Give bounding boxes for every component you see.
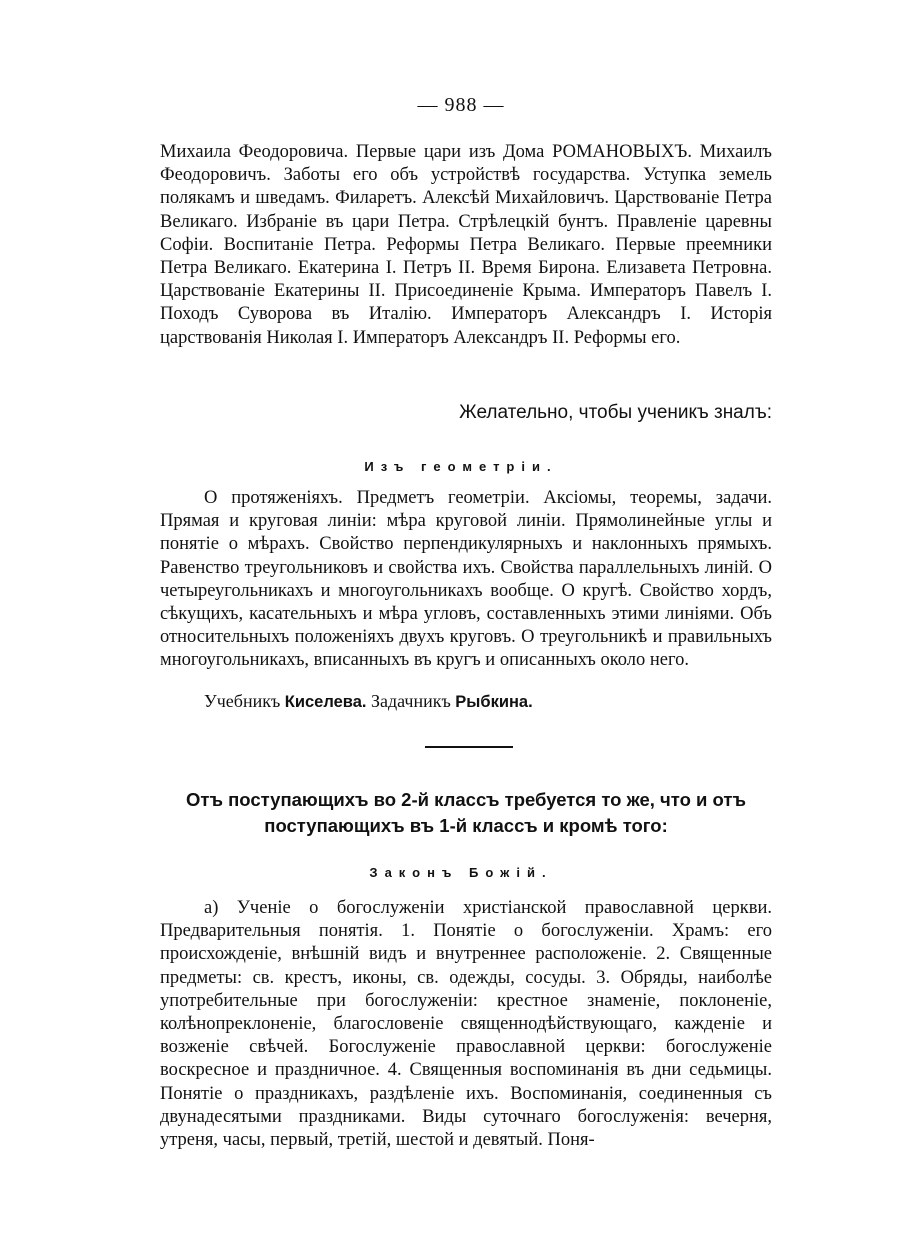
geometry-paragraph-text: О протяженіяхъ. Предметъ геометріи. Аксіомы, теоремы, задачи. Прямая и круговая линіи: мѣра круговой линіи. Прямолинейные углы и понятіе о мѣрахъ. Свойство перпендикулярныхъ и наклонныхъ прямыхъ. Равенство треугольниковъ и свойства ихъ. Свойства параллельныхъ линій. О четыреугольникахъ и многоугольникахъ вообще. О кругѣ. Свойство хордъ, сѣкущихъ, касательныхъ и мѣра угловъ, составленныхъ этими линіями. Объ относительныхъ положеніяхъ двухъ круговъ. О треугольникѣ и правильныхъ многоугольникахъ, вписанныхъ въ кругъ и описанныхъ около него. xyxy=(160,488,772,671)
history-paragraph xyxy=(160,141,772,350)
geometry-paragraph xyxy=(160,487,772,673)
history-paragraph-text: Михаила Феодоровича. Первые цари изъ Дома РОМАНОВЫХЪ. Михаилъ Феодоровичъ. Заботы его объ устройствѣ государства. Уступка земель полякамъ и шведамъ. Филаретъ. Алексѣй Михайловичъ. Царствованіе Петра Великаго. Избраніе въ цари Петра. Стрѣлецкій бунтъ. Правленіе царевны Софіи. Воспитаніе Петра. Реформы Петра Великаго. Первые преемники Петра Великаго. Екатерина I. Петръ II. Время Бирона. Елизавета Петровна. Царствованіе Екатерины II. Присоединеніе Крыма. Императоръ Павелъ I. Походъ Суворова въ Италію. Императоръ Александръ I. Исторія царствованія Николая I. Императоръ Александръ II. Реформы его. xyxy=(160,142,772,348)
problembook-author: Рыбкина. xyxy=(455,693,533,711)
page-number: — 988 — xyxy=(417,94,505,116)
geometry-heading: Изъ геометріи. xyxy=(364,459,558,474)
problembook-prefix: Задачникъ xyxy=(370,691,451,711)
textbook-prefix: Учебникъ xyxy=(204,691,281,711)
wish-heading: Желательно, чтобы ученикъ зналъ: xyxy=(459,402,772,423)
liturgy-paragraph xyxy=(160,897,772,1152)
liturgy-paragraph-text: а) Ученіе о богослуженіи христіанской православной церкви. Предварительныя понятія. 1. Понятіе о богослуженіи. Храмъ: его происхожденіе, внѣшній видъ и внутреннее расположеніе. 2. Священные предметы: св. крестъ, иконы, св. одежды, сосуды. 3. Обряды, наиболѣе употребительные при богослуженіи: крестное знаменіе, поклоненіе, колѣнопреклоненіе, благословеніе священнодѣйствующаго, кажденіе и возженіе свѣчей. Богослуженіе православной церкви: богослуженіе воскресное и праздничное. 4. Священныя воспоминанія въ дни седьмицы. Понятіе о праздникахъ, раздѣленіе ихъ. Воспоминанія, соединенныя съ двунадесятыми праздниками. Виды суточнаго богослуженія: вечерня, утреня, часы, первый, третій, шестой и девятый. Поня- xyxy=(160,898,772,1151)
law-of-god-heading: Законъ Божій. xyxy=(369,865,553,880)
textbook-line xyxy=(204,691,533,712)
second-class-heading: Отъ поступающихъ во 2-й классъ требуется то же, что и отъ поступающихъ въ 1-й классъ и кромѣ того: xyxy=(186,789,746,836)
textbook-author: Киселева. xyxy=(284,693,367,711)
section-divider xyxy=(425,746,513,748)
